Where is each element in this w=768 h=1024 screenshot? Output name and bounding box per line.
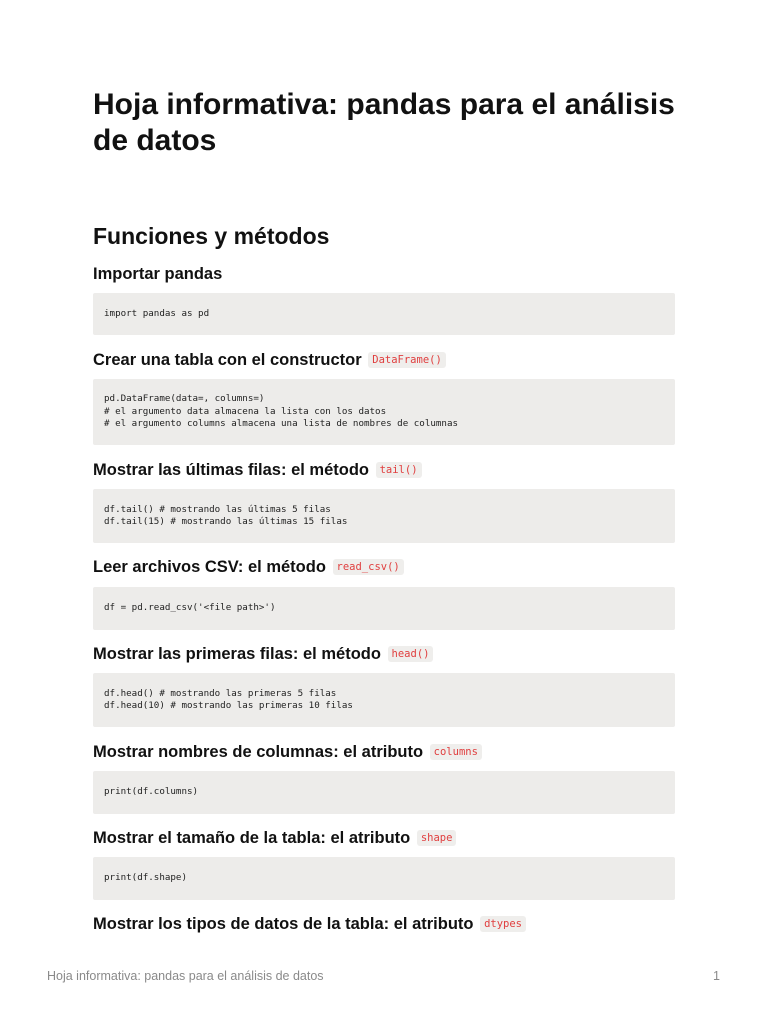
code-block (93, 293, 675, 335)
document-title: Hoja informativa: pandas para el análisis de datos (93, 88, 675, 157)
inline-code: DataFrame() (368, 352, 446, 368)
entry-heading-text: Mostrar los tipos de datos de la tabla: el atributo (93, 915, 474, 933)
entry-heading (93, 263, 675, 285)
code-block (93, 771, 675, 814)
code-line: df.head() # mostrando las primeras 5 filas (104, 687, 337, 699)
entry-import-pandas (93, 263, 675, 335)
inline-code: shape (417, 830, 457, 846)
code-line: import pandas as pd (104, 307, 210, 319)
entry-heading (93, 741, 675, 763)
code-line: print(df.shape) (104, 872, 187, 884)
footer-title: Hoja informativa: pandas para el análisis de datos (47, 969, 324, 983)
code-line: # el argumento data almacena la lista con los datos (104, 405, 387, 417)
entry-head (93, 643, 675, 727)
entry-heading-text: Mostrar las últimas filas: el método (93, 461, 369, 479)
inline-code: tail() (376, 462, 422, 478)
entry-heading-text: Mostrar nombres de columnas: el atributo (93, 743, 424, 761)
code-line: df.head(10) # mostrando las primeras 10 filas (104, 700, 353, 711)
code-block (93, 489, 675, 543)
code-line: df.tail() # mostrando las últimas 5 filas (104, 503, 331, 515)
code-block (93, 857, 675, 900)
code-line: pd.DataFrame(data=, columns=) (104, 393, 265, 405)
inline-code: head() (388, 646, 434, 662)
section-title: Funciones y métodos (93, 223, 330, 249)
code-line: # el argumento columns almacena una lista de nombres de columnas (104, 418, 459, 430)
code-block (93, 673, 675, 727)
entry-dataframe (93, 349, 675, 445)
code-block (93, 587, 675, 630)
entry-dtypes (93, 913, 675, 935)
entry-heading-text: Crear una tabla con el constructor (93, 351, 362, 369)
entry-tail (93, 459, 675, 543)
entry-heading-text: Mostrar las primeras filas: el método (93, 645, 381, 663)
entry-heading-text: Importar pandas (93, 265, 223, 283)
page-number: 1 (713, 969, 720, 983)
entry-heading-text: Mostrar el tamaño de la tabla: el atributo (93, 829, 411, 847)
entry-heading (93, 827, 675, 849)
entry-shape (93, 827, 675, 900)
code-line: df.tail(15) # mostrando las últimas 15 filas (104, 516, 348, 527)
entry-read-csv (93, 556, 675, 630)
entry-heading (93, 349, 675, 371)
entry-heading (93, 913, 675, 935)
entry-heading (93, 556, 675, 578)
inline-code: read_csv() (333, 559, 404, 575)
code-line: print(df.columns) (104, 786, 199, 798)
code-block (93, 379, 675, 445)
code-line: df = pd.read_csv('<file path>') (104, 602, 276, 614)
entry-heading-text: Leer archivos CSV: el método (93, 558, 326, 576)
entry-heading (93, 459, 675, 481)
entry-heading (93, 643, 675, 665)
inline-code: dtypes (480, 916, 526, 932)
inline-code: columns (430, 744, 482, 760)
entry-columns (93, 741, 675, 814)
